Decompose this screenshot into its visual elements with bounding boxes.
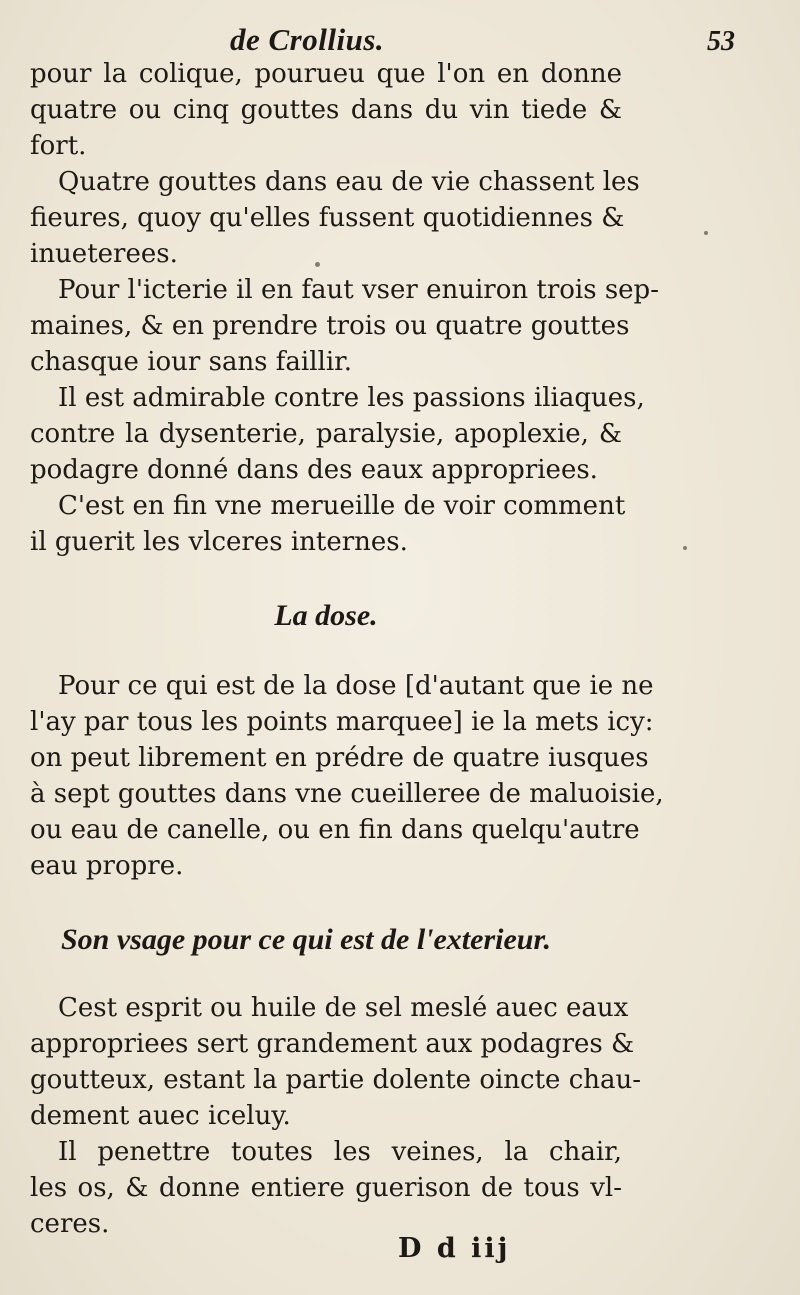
paragraph xyxy=(30,1134,622,1242)
paragraph xyxy=(30,488,626,560)
text-line: Pour ce qui est de la dose [d'autant que ie ne xyxy=(58,671,654,701)
section-heading: La dose. xyxy=(274,599,378,632)
text-line: chasque iour sans faillir. xyxy=(30,347,353,377)
running-title: de Crollius. xyxy=(230,22,385,57)
section-heading: Son vsage pour ce qui est de l'exterieur. xyxy=(61,923,551,956)
text-line: goutteux, estant la partie dolente oincte chau- xyxy=(30,1065,642,1095)
ink-spot xyxy=(315,262,320,267)
signature-mark: D d iij xyxy=(398,1233,511,1264)
text-line: eau propre. xyxy=(30,851,184,881)
text-line: on peut librement en prédre de quatre iusques xyxy=(30,743,649,773)
text-line: fort. xyxy=(30,131,87,161)
text-line: fieures, quoy qu'elles fussent quotidiennes & xyxy=(30,203,625,233)
paragraph xyxy=(30,380,645,488)
text-line: dement auec iceluy. xyxy=(30,1101,291,1131)
ink-spot xyxy=(704,231,708,235)
text-line: ou eau de canelle, ou en fin dans quelqu'autre xyxy=(30,815,640,845)
text-line: Pour l'icterie il en faut vser enuiron trois sep- xyxy=(58,275,659,305)
paragraph xyxy=(30,668,664,884)
text-line: appropriees sert grandement aux podagres & xyxy=(30,1029,635,1059)
page-body xyxy=(30,56,664,1242)
text-line: Il est admirable contre les passions iliaques, xyxy=(58,383,645,413)
ink-spot xyxy=(683,546,687,550)
text-line: contre la dysenterie, paralysie, apoplexie, & xyxy=(30,419,622,449)
text-line: ceres. xyxy=(30,1209,110,1239)
page-number: 53 xyxy=(707,26,735,57)
text-line: pour la colique, pourueu que l'on en donne xyxy=(30,59,622,89)
text-line: C'est en fin vne merueille de voir comment xyxy=(58,491,626,521)
text-line: l'ay par tous les points marquee] ie la mets icy: xyxy=(30,707,654,737)
paragraph xyxy=(30,272,659,380)
text-line: à sept gouttes dans vne cueilleree de maluoisie, xyxy=(30,779,664,809)
paragraph xyxy=(30,990,642,1134)
text-line: Quatre gouttes dans eau de vie chassent les xyxy=(58,167,640,197)
text-line: les os, & donne entiere guerison de tous vl- xyxy=(30,1173,622,1203)
text-line: Cest esprit ou huile de sel meslé auec eaux xyxy=(58,993,629,1023)
text-line: inueterees. xyxy=(30,239,178,269)
text-line: podagre donné dans des eaux appropriees. xyxy=(30,455,598,485)
text-line: Il penettre toutes les veines, la chair, xyxy=(58,1137,622,1167)
paragraph xyxy=(30,164,640,272)
text-line: quatre ou cinq gouttes dans du vin tiede & xyxy=(30,95,622,125)
text-line: il guerit les vlceres internes. xyxy=(30,527,408,557)
text-line: maines, & en prendre trois ou quatre gouttes xyxy=(30,311,630,341)
paragraph xyxy=(30,56,622,164)
